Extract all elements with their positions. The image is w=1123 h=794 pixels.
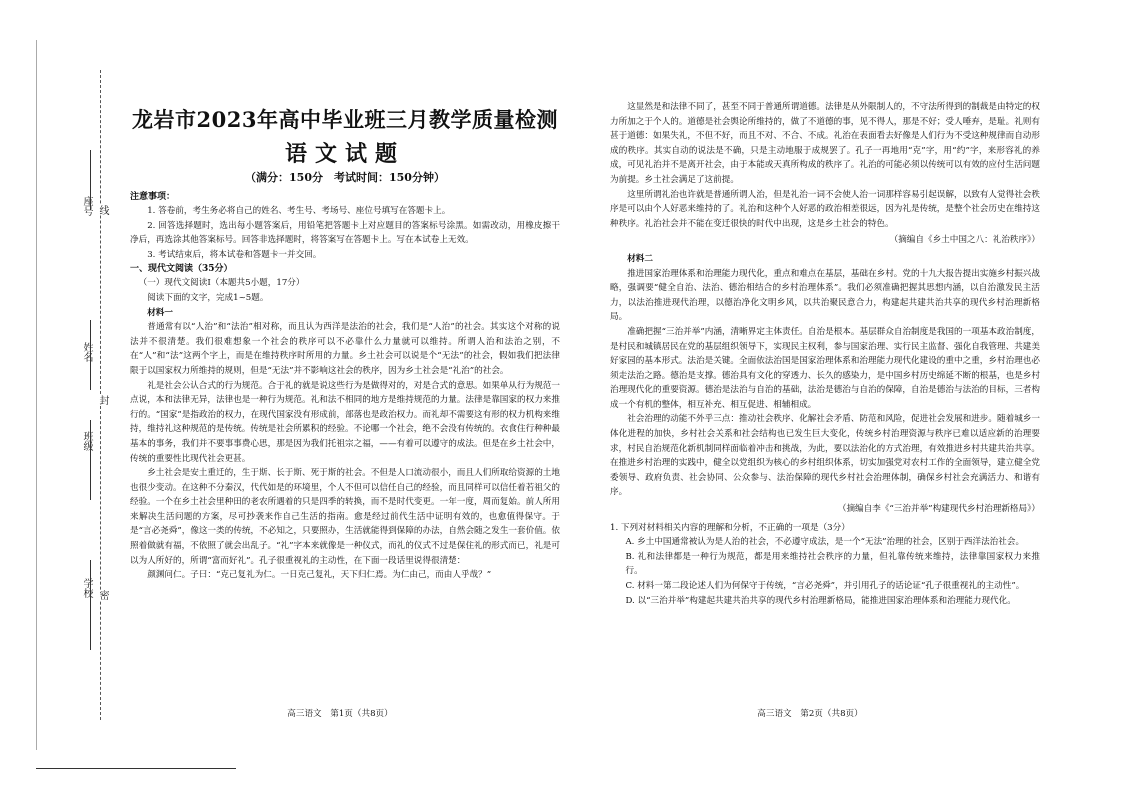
exam-number-label: 座号 [81, 196, 92, 216]
exam-title: 龙岩市2023年高中毕业班三月教学质量检测 [132, 107, 558, 132]
question-option-b: B. 礼和法律都是一种行为规范，都是用来维持社会秩序的力量，但礼靠传统来维持，法律靠国家权力来推行。 [625, 551, 1040, 577]
question-option-a: A. 乡土中国通常被认为是人治的社会，不必遵守成法，是一个“无法”治理的社会，区别于西洋法治社会。 [625, 537, 1025, 548]
subsection-heading: （一）现代文阅读Ⅰ（本题共5小题，17分） [138, 278, 305, 289]
seal-char-mi: 密 [97, 590, 108, 600]
page-footer-2: 高三语文 第2页（共8页） [757, 709, 863, 719]
exam-info: （满分：150分 考试时间：150分钟） [245, 171, 445, 184]
name-underline [90, 320, 92, 390]
question-stem: 1. 下列对材料相关内容的理解和分析，不正确的一项是（3分） [610, 522, 850, 533]
material-one-label: 材料一 [147, 307, 173, 318]
material-two-label: 材料二 [627, 253, 653, 264]
passage-paragraph: 这显然是和法律不同了，甚至不同于普通所谓道德。法律是从外限制人的，不守法所得到的制裁是由特定的权力所加之于个人的。道德是社会舆论所维持的，做了不道德的事，见不得人，那是不好；受人唾弃，是耻。礼则有甚于道德：如果失礼，不但不好，而且不对、不合、不成。礼治在表面看去好像是人们行为不受这种规律而自动形成的秩序。其实自动的说法是不确，只是主动地服于成规罢了。孔子一再地用“克”字，用“约”字，来形容礼的养成，可见礼治并不是离开社会，由于本能或天真所构成的秩序了。礼治的可能必须以传统可以有效的应付生活问题为前提。乡土社会满足了这前提。 [610, 102, 1040, 185]
passage-paragraph: 这里所谓礼治也许就是普通所谓人治，但是礼治一词不会使人治一词那样容易引起误解，以致有人觉得社会秩序是可以由个人好恶来维持的了。礼治和这种个人好恶的政治相差很远，因为礼是传统，是整个社会历史在维持这种秩序。礼治社会并不能在变迁很快的时代中出现，这是乡土社会的特色。 [610, 189, 1040, 229]
source-citation: （摘编自李《“三治并举”构建现代乡村治理新格局》） [837, 504, 1040, 515]
bottom-rule [36, 768, 236, 769]
passage-paragraph: 乡土社会是安土重迁的，生于斯、长于斯、死于斯的社会。不但是人口流动很小，而且人们所取给资源的土地也很少变动。在这种不分秦汉，代代如是的环境里，个人不但可以信任自己的经验，而且同样可以信任着若祖父的经验。一个在乡土社会里种田的老农所遇着的只是四季的转换，而不是时代变更。一年一度，周而复始。前人所用来解决生活问题的方案，尽可抄袭来作自己生活的指南。愈是经过前代生活中证明有效的，也愈值得保守。于是“言必尧舜”，像这一类的传统，不必知之，只要照办，生活就能得到保障的办法，自然会随之发生一套价值。依照着做就有福，不依照了就会出乱子。“礼”字本来就像是一种仪式，而礼的仪式不过是保住礼的形式而已，礼是可以为人所好的，所谓“富而好礼”。孔子很重视礼的主动性，在下面一段话里说得很清楚： [130, 468, 560, 566]
left-column [130, 98, 560, 583]
class-label: 班级 [81, 431, 92, 451]
reading-instruction: 阅读下面的文字，完成1~5题。 [147, 292, 269, 303]
class-underline [90, 420, 92, 500]
note-item: 3. 考试结束后，将本试卷和答题卡一并交回。 [147, 249, 322, 260]
note-item: 1. 答卷前，考生务必将自己的姓名、考生号、考场号、座位号填写在答题卡上。 [147, 206, 451, 216]
source-citation: （摘编自《乡土中国之八：礼治秩序》） [889, 235, 1040, 246]
passage-paragraph: 普通常有以“人治”和“法治”相对称，而且认为西洋是法治的社会，我们是“人治”的社会。其实这个对称的说法并不很清楚。我们很难想象一个社会的秩序可以不必靠什么力量就可以维持。所谓人治和法治之别，不在“人”和“法”这两个字上，而是在维持秩序时所用的力量。乡土社会可以说是个“无法”的社会，假如我们把法律限于以国家权力所维持的规则，但是“无法”并不影响这社会的秩序，因为乡土社会是“礼治”的社会。 [130, 322, 560, 376]
passage-paragraph: 礼是社会公认合式的行为规范。合于礼的就是说这些行为是做得对的，对是合式的意思。如果单从行为规范一点说，本和法律无异，法律也是一种行为规范。礼和法不相同的地方是维持规范的力量。法律是靠国家的权力来推行的。“国家”是指政治的权力，在现代国家没有形成前，部落也是政治权力。而礼却不需要这有形的权力机构来维持，维持礼这种规范的是传统。传统是社会所累积的经验。不论哪一个社会，绝不会没有传统的。衣食住行种种最基本的事务，我们并不要事事费心思，那是因为我们托祖宗之福，——有着可以遵守的成法。但是在乡土社会中，传统的重要性比现代社会更甚。 [130, 380, 560, 464]
school-underline [90, 560, 92, 650]
name-label: 姓名 [81, 342, 92, 362]
right-column [610, 100, 1040, 608]
passage-paragraph: 颜渊问仁。子曰：“克己复礼为仁。一日克己复礼，天下归仁焉。为仁由己，而由人乎哉？” [147, 570, 492, 581]
seal-char-feng: 封 [97, 395, 108, 405]
question-option-d: D. 以“三治并举”构建起共建共治共享的现代乡村治理新格局，能推进国家治理体系和治理能力现代化。 [625, 595, 1016, 606]
passage-paragraph: 准确把握“三治并举”内涵，清晰界定主体责任。自治是根本。基层群众自治制度是我国的一项基本政治制度，是村民和城镇居民在党的基层组织领导下，实现民主权利，参与国家治理、实行民主监督、强化自我管理、共建美好家园的基本形式。法治是关键。全面依法治国是国家治理体系和治理能力现代化建设的重中之重，乡村治理也必须走法治之路。德治是支撑。德治具有文化的穿透力、长久的感染力，是中国乡村历史绵延不断的根基，也是乡村治理现代化的重要资源。德治是法治与自治的基础，法治是德治与自治的保障，自治是德治与法治的目标，三者构成一个有机的整体，相互补充、相互促进、相辅相成。 [610, 326, 1040, 410]
passage-paragraph: 社会治理的动能不外乎三点：推动社会秩序、化解社会矛盾、防范和风险，促进社会发展和进步。随着城乡一体化进程的加快，乡村社会关系和社会结构也已发生巨大变化，传统乡村治理资源与秩序已难以适应新的治理要求，村民自治规范化新机制同样面临着冲击和挑战，为此，要以法治化的方式治理，有效推进乡村共建共治共享。在推进乡村治理的实践中，健全以党组织为核心的乡村组织体系，切实加强党对农村工作的全面领导，建立健全党委领导、政府负责、社会协同、公众参与、法治保障的现代乡村社会治理体制，确保乡村社会充满活力、和谐有序。 [610, 414, 1040, 498]
note-item: 2. 回答选择题时，选出每小题答案后，用铅笔把答题卡上对应题目的答案标号涂黑。如需改动，用橡皮擦干净后，再选涂其他答案标号。回答非选择题时，将答案写在答题卡上。写在本试卷上无效。 [130, 220, 560, 246]
school-label: 学校 [81, 578, 92, 598]
notes-heading: 注意事项： [130, 192, 176, 202]
exam-subtitle: 语文试题 [284, 141, 405, 167]
section-heading: 一、现代文阅读（35分） [130, 264, 233, 275]
page-footer-1: 高三语文 第1页（共8页） [287, 709, 393, 719]
passage-paragraph: 推进国家治理体系和治理能力现代化，重点和难点在基层，基础在乡村。党的十九大报告提出实施乡村振兴战略，强调要“健全自治、法治、德治相结合的乡村治理体系”。我们必须准确把握其思想内涵，以自治激发民主活力，以法治推进现代治理，以德治净化文明乡风，以共治聚民意合力，构建起共建共治共享的现代乡村治理新格局。 [610, 268, 1040, 323]
binding-margin-line [36, 40, 37, 750]
exam-number-underline [90, 150, 92, 210]
question-option-c: C. 材料一第二段论述人们为何保守于传统，“言必尧舜”，并引用孔子的话论证“孔子很重视礼的主动性”。 [625, 581, 1025, 591]
seal-char-xian: 线 [97, 205, 108, 215]
